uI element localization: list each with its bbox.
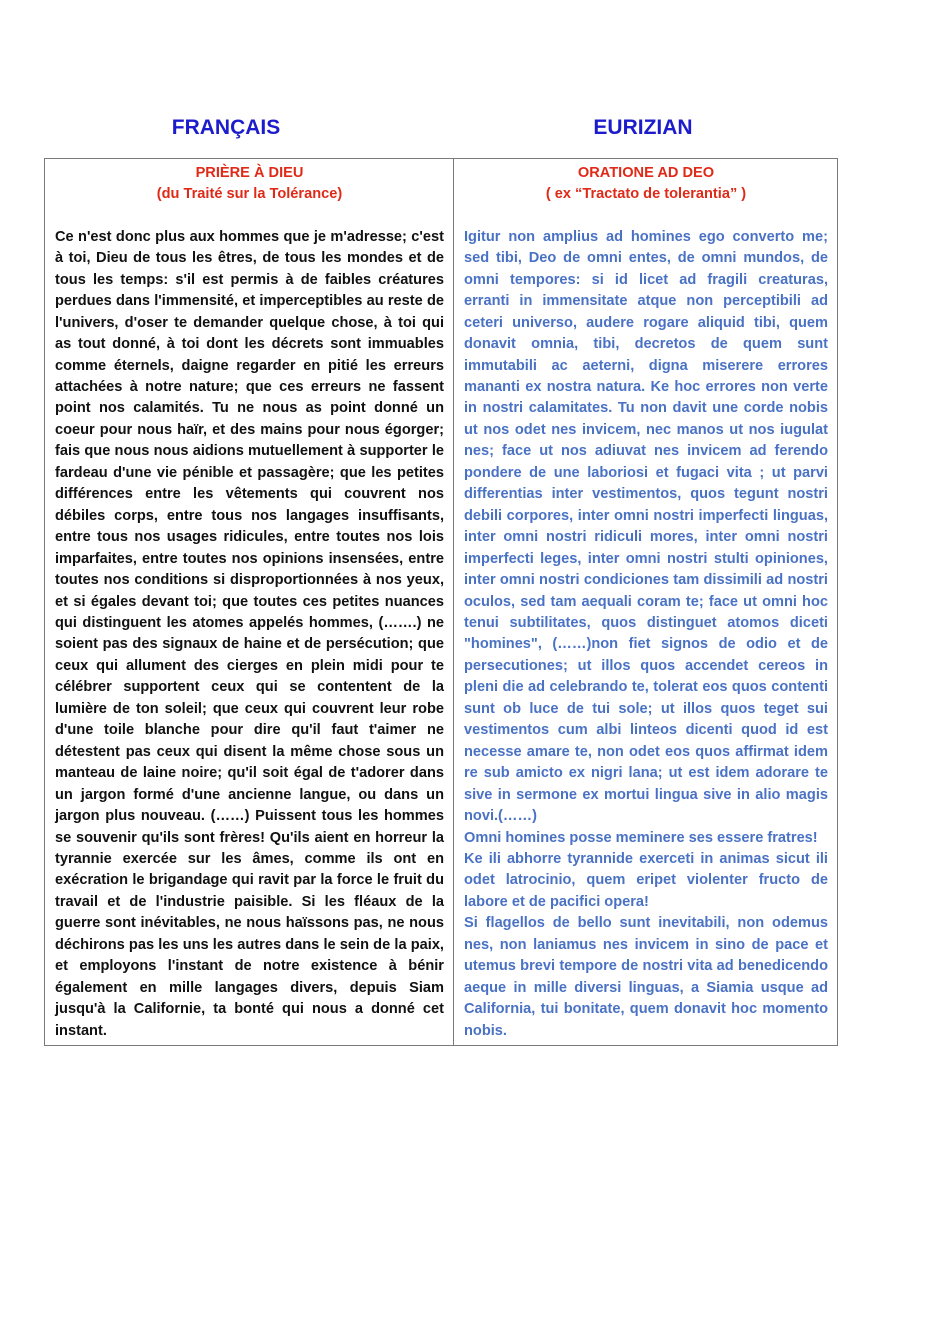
eurizian-cell <box>454 159 838 1046</box>
francais-body: Ce n'est donc plus aux hommes que je m'adresse; c'est à toi, Dieu de tous les êtres, de tous les mondes et de tous les temps: s'il est permis à de faibles créatures perdues dans l'immensité, et imperceptibles au reste de l'univers, d'oser te demander quelque chose, à toi qui as tout donné, à toi dont les décrets sont immuables comme éternels, daigne regarder en pitié les erreurs attachées à notre nature; que ces erreurs ne fassent point nos calamités. Tu ne nous as point donné un coeur pour nous haïr, et des mains pour nous égorger; fais que nous nous aidions mutuellement à supporter le fardeau d'une vie pénible et passagère; que les petites différences entre les vêtements qui couvrent nos débiles corps, entre tous nos langages insuffisants, entre tous nos usages ridicules, entre toutes nos lois imparfaites, entre toutes nos opinions insensées, entre toutes nos conditions si disproportionnées à nos yeux, et si égales devant toi; que toutes ces petites nuances qui distinguent les atomes appelés hommes, (…….) ne soient pas des signaux de haine et de persécution; que ceux qui allument des cierges en plein midi pour te célébrer supportent ceux qui se contentent de la lumière de ton soleil; que ceux qui couvrent leur robe d'une toile blanche pour dire qu'il faut t'aimer ne détestent pas ceux qui disent la même chose sous un manteau de laine noire; qu'il soit égal de t'adorer dans un jargon formé d'une ancienne langue, ou dans un jargon plus nouveau. (……) Puissent tous les hommes se souvenir qu'ils sont frères! Qu'ils aient en horreur la tyrannie exercée sur les âmes, comme ils ont en exécration le brigandage qui ravit par la force le fruit du travail et de l'industrie paisible. Si les fléaux de la guerre sont inévitables, ne nous haïssons pas, ne nous déchirons pas les uns les autres dans le sein de la paix, et employons l'instant de notre existence à bénir également en mille langages divers, depuis Siam jusqu'à la Californie, ta bonté qui nous a donné cet instant. <box>55 228 444 1039</box>
eurizian-subtitle: ( ex “Tractato de tolerantia” ) <box>545 186 747 203</box>
column-header-eurizian: EURIZIAN <box>593 116 693 139</box>
eurizian-body-tyrannide: Ke ili abhorre tyrannide exerceti in animas sicut ili odet latrocinio, quem eripet violenter fructo de labore et de pacifici opera! <box>464 850 828 910</box>
francais-title: PRIÈRE À DIEU <box>195 165 304 181</box>
parallel-text-table <box>44 158 838 1046</box>
table-row <box>45 159 838 1046</box>
eurizian-body-fratres: Omni homines posse meminere ses essere fratres! <box>464 829 818 846</box>
francais-cell <box>45 159 454 1046</box>
eurizian-body-main: Igitur non amplius ad homines ego converto me; sed tibi, Deo de omni entes, de omni mundos, de omni tempores: si id licet ad fragili creaturas, erranti in immensitate atque non perceptibili ad ceteri universo, audere rogare aliquid tibi, quem donavit omnia, tibi, decretos de quem sunt immutabili ac aeterni, digna miserere errores mananti ex nostra natura. Ke hoc errores non verte in nostri calamitates. Tu non davit une corde nobis ut nos odet nes invicem, nec manos ut nos iugulat nes; face ut nos adiuvat nes invicem ad ferendo pondere de une laboriosi et fugaci vita ; ut parvi differentias inter vestimentos, quos tegunt nostri debili corpores, inter omni nostri imperfecti linguas, inter omni nostri ridiculi mores, inter omni nostri imperfecti leges, inter omni nostri stulti opiniones, inter omni nostri condiciones tam dissimili ad nostri oculos, sed tam aequali coram te; face ut omni hoc tenui subtilitates, quos distinguet atomos diceti "homines", (……)non fiet signos de odio et de persecutiones; ut illos quos accendet cereos in pleni die ad celebrando te, tolerat eos quos contenti sunt ob luce de tui sole; ut illos quos teget sui vestimentos cum albi linteos dicenti quod id est necesse amare te, non odet eos quos affirmat idem re sub amicto ex nigri lana; ut est idem adorare te sive in sermone ex mortui lingua sive in alio magis novi.(……) <box>464 228 828 825</box>
eurizian-title: ORATIONE AD DEO <box>577 165 715 181</box>
eurizian-body-bello: Si flagellos de bello sunt inevitabili, non odemus nes, non laniamus nes invicem in sino de pace et utemus brevi tempore de nostri vita ad benedicendo aeque in mille diversi linguas, a Siamia usque ad California, tui bonitate, quem donavit hoc momento nobis. <box>464 915 828 1039</box>
column-header-francais: FRANÇAIS <box>171 116 281 139</box>
francais-subtitle: (du Traité sur la Tolérance) <box>156 186 343 203</box>
